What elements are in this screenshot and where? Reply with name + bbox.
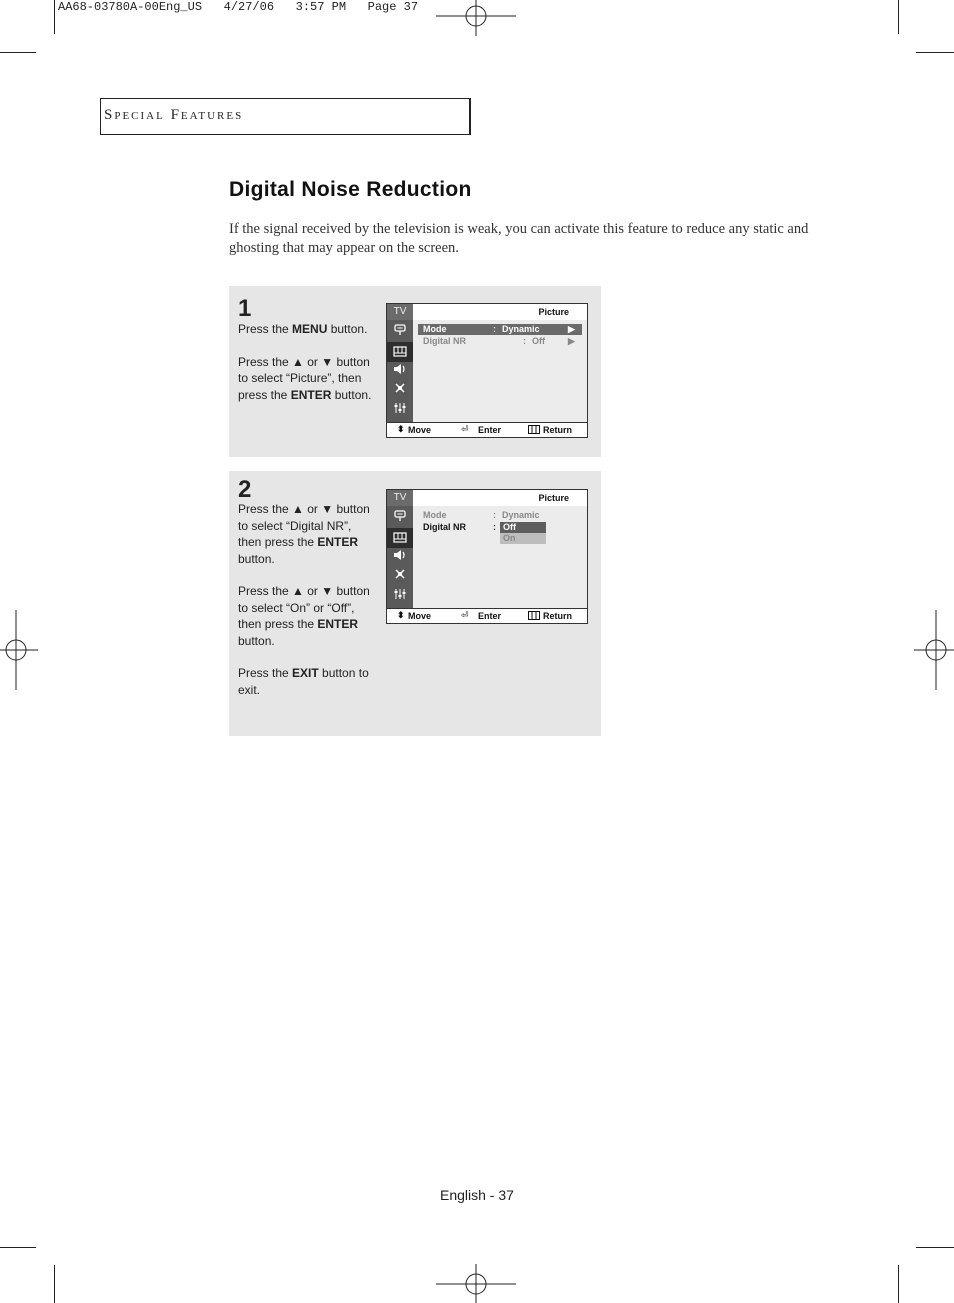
step-2-panel <box>229 471 601 736</box>
return-icon <box>528 611 540 622</box>
setup-icon <box>391 588 409 604</box>
osd-screen <box>386 303 588 438</box>
sound-icon <box>391 363 409 379</box>
move-label: Move <box>408 425 432 435</box>
step-2-instructions <box>238 501 374 714</box>
menu-row-mode[interactable]: Mode : Dynamic ▶ <box>418 324 582 335</box>
tv-label: TV <box>387 304 413 320</box>
instruction-paragraph: Press the ▲ or ▼ button to select “Picture”, then press the ENTER button. <box>238 354 372 402</box>
registration-mark-right <box>914 610 954 690</box>
step-number: 1 <box>238 295 252 322</box>
instruction-paragraph: Press the ▲ or ▼ button to select “Digital NR”, then press the ENTER button. <box>238 502 370 566</box>
section-title: Special Features <box>104 107 244 123</box>
picture-icon <box>387 528 413 548</box>
right-arrow-icon: ▶ <box>568 336 575 346</box>
instruction-paragraph: Press the MENU button. <box>238 322 368 336</box>
print-slug: AA68-03780A-00Eng_US 4/27/06 3:57 PM Page 37 <box>58 0 419 14</box>
osd-screen <box>386 489 588 624</box>
move-icon: ⬍ <box>397 424 405 434</box>
step-1-panel <box>229 286 601 457</box>
return-label: Return <box>543 611 572 621</box>
registration-mark-bottom <box>436 1264 516 1303</box>
setup-icon <box>391 402 409 418</box>
intro-paragraph: If the signal received by the television is weak, you can activate this feature to reduce any static and ghosting that may appear on the screen. <box>229 221 809 256</box>
channel-icon <box>391 568 409 584</box>
osd-title: Picture <box>538 493 569 503</box>
menu-row-mode[interactable]: Mode : Dynamic <box>423 510 540 520</box>
return-label: Return <box>543 425 572 435</box>
return-icon <box>528 425 540 436</box>
picture-icon <box>387 342 413 362</box>
osd-menu <box>413 506 587 609</box>
channel-icon <box>391 382 409 398</box>
move-label: Move <box>408 611 432 621</box>
antenna-icon <box>391 510 409 526</box>
option-off[interactable]: Off <box>500 522 546 533</box>
antenna-icon <box>391 324 409 340</box>
osd-menu <box>413 320 587 423</box>
osd-sidebar <box>387 490 413 608</box>
menu-row-digital-nr[interactable]: Digital NR : Off ▶ <box>423 336 575 346</box>
tv-label: TV <box>387 490 413 506</box>
step-1-instructions <box>238 321 374 419</box>
enter-label: Enter <box>478 425 502 435</box>
page-number: English - 37 <box>440 1187 514 1203</box>
osd-footer <box>387 608 587 623</box>
option-on[interactable]: On <box>500 533 546 544</box>
move-icon: ⬍ <box>397 610 405 620</box>
registration-mark-left <box>0 610 38 690</box>
enter-icon: ⏎ <box>461 424 469 434</box>
instruction-paragraph: Press the ▲ or ▼ button to select “On” or “Off”, then press the ENTER button. <box>238 584 370 648</box>
osd-sidebar <box>387 304 413 422</box>
enter-icon: ⏎ <box>461 610 469 620</box>
menu-row-digital-nr[interactable]: Digital NR : <box>423 522 496 532</box>
registration-mark-top <box>436 0 516 36</box>
osd-title: Picture <box>538 307 569 317</box>
osd-footer <box>387 422 587 437</box>
page-title: Digital Noise Reduction <box>229 178 472 201</box>
right-arrow-icon: ▶ <box>568 324 575 334</box>
enter-label: Enter <box>478 611 502 621</box>
instruction-paragraph: Press the EXIT button to exit. <box>238 666 369 697</box>
sound-icon <box>391 549 409 565</box>
step-number: 2 <box>238 476 252 503</box>
